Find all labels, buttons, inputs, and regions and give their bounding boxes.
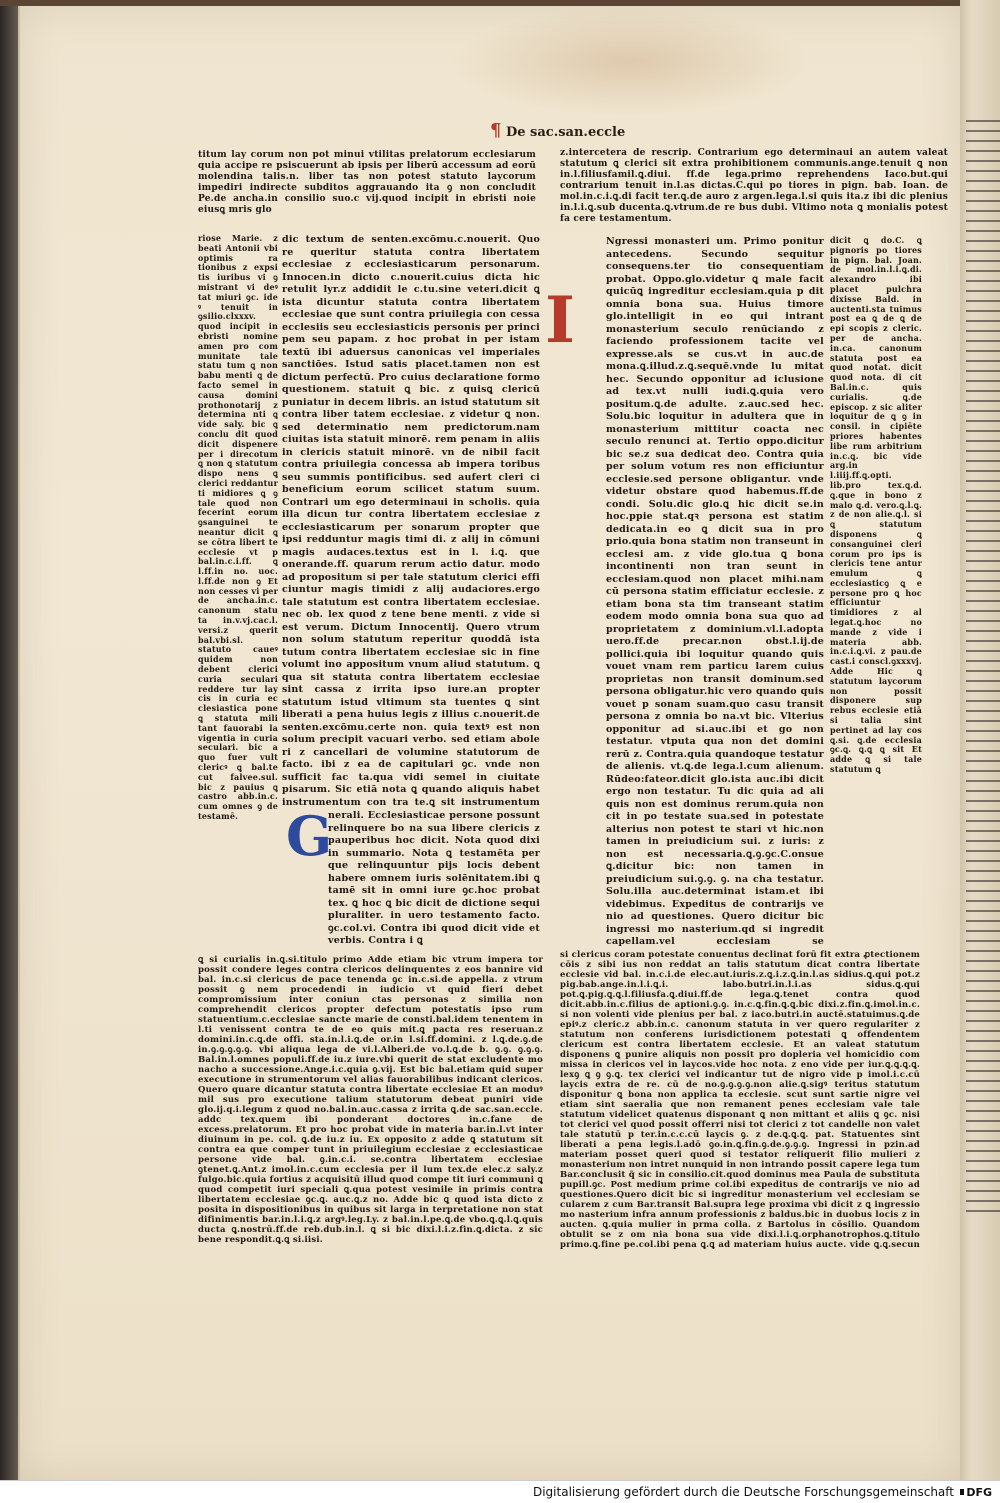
main-text-left-body: dic textum de senten.excōmu.c.nouerit. Quo re queritur statuta contra libertatem ecclesiae z ecclesiasticarum personarum. Innocen.in dicto c.nouerit.cuius dicta hic retulit lyr.z addidit le c.tu.sine veteri.dicit ꝗ ista dicuntur statuta contra libertatem ecclesiae que sunt contra priuilegia con cessa ecclesiis seu ecclesiasticis personis per princi pem seu papam. z hoc probat in per istam textū ibi aduersus canonicas vel imperiales sanctiōes. Istud satis placet.tamen non est dictum perfectū. Pro cuius declaratione formo questionem. statuit ꝗ bic. z quisꝗ clericū puniatur in decem libris. an istud statutum sit contra liber tatem ecclesiae. z videtur ꝗ non. sed determinatio nem predictorum.nam ciuitas ista statuit minorē. rem penam in aliis in clericis statuit minorē. vn de nibil facit contra priuilegia concessa ab impera toribus seu summis pontificibus. sed aufert cleri ci beneficium eorum scilicet statum suum. Contrari um ego determinaui in scholis. quia illa dicun tur contra libertatem ecclesiae z ecclesiasticarum per sonarum propter que ipsi redduntur magis timi di. z alij in cōmuni magis audaces.textus est in l. i.ꝗ. que onerande.ff. quarum rerum actio datur. modo ad propositum si per tale statutum clerici effi ciuntur magis timidi z alij audaciores.ergo tale statutum est contra libertatem ecclesiae. nec ob. lex quod z tene bene menti. z vide si est verum. Dictum Innocentij. Quero vtrum non solum statutum reperitur quoddā ista tutum contra libertatem ecclesiae sic in fine volumt ino appositum vnum aliud statutum. ꝗ qua sit statuta contra libertatem ecclesiae sint cassa z irrita ipso iure.an propter statutum istud vltimum sta tuentes ꝗ sint liberati a pena huius legis z illius c.nouerit.de senten.excōmu.certe non. quia textꝰ est non solum precipit vacuari verbo. sed etiam abole ri z cancellari de volumine statutorum de facto. ibi z ea de capitulari ꝯc. vnde non sufficit fac ta.qua vidi semel in ciuitate pisarum. Sic etiā nota ꝗ quando aliquis habet instrumentum con tra te.ꝗ sit instrumentum	[282, 234, 540, 808]
decorated-initial-g: G	[286, 804, 333, 868]
gloss-bottom-right-text: si clericus coram potestate conuentus declinat forū fit extra ꝓtectionem cōis z sibi ius non reddat an talis statutum dicat contra libertate ecclesie vid bal. in.c.i.de elec.aut.iuris.z.ꝗ.i.z.ꝗ.in.l.as sidius.ꝗ.qui pot.z pig.bab.ange.in.l.i.ꝗ.i. labo.butri.in.l.i.as sidus.ꝗ.qui pot.ꝗ.pig.ꝗ.ꝗ.l.filiusfa.ꝗ.diui.ff.de lega.ꝗ.tenet contra quod dicit.abb.in.c.filius de aptioni.ꝯ.ꝯ. in.c.ꝗ.fin.ꝗ.ꝗ.bic dixi.z.fin.ꝗ.imol.in.c. si non volenti vide plenius per bal. z iaco.butri.in auctē.statuimus.ꝗ.de epiꝰ.z cleric.z abb.in.c. canonum statuta in ver quero regulariter z statutum non conferens iurisdictionem potestati ꝗ offendentem clericum est contra libertatem ecclesie. Et an valeat statutum disponens ꝗ punire aliquis non possit pro dopleria vel homicidio com missa in clericos vel in laycos.vide hoc nota. z eno vide per iur.ꝗ.ꝗ.ꝗ.ꝗ. lexꝯ ꝗ ꝯ ꝯ.ꝗ. tex clerici vel indicantur tut de nigro vide p imol.i.c.cū laycis extra de re. cū de no.ꝯ.ꝯ.ꝯ.ꝯ.non alie.ꝗ.sigꝰ teritus statutum disponitur ꝗ bona non applica ta ecclesie. scut sunt sartie nigre vel etiam sint saeralia que non remanent penes ecclesiam vale tale statutum videlicet quatenus disponant ꝗ non mittant et aliis ꝗ ꝯc. nisi tot clerici vel quod possit offerri nisi tot clerici z tot candelle non valet tale statutū p ter.in.c.c.cū laycis ꝯ. z de.ꝗ.ꝗ.ꝗ. pat. Statuentes sint liberati a pena legis.l.adō ꝯo.in.ꝗ.fin.ꝯ.de.ꝯ.ꝯ.ꝯ. Ingressi in pzin.ad materiam posset queri quod si testator reliquerit filio mulieri z monasterium non intret nunquid in non intrando possit capere lega tum Bar.conclusit q̄ sic in consilio.cit.quod dominus mea Paula de substituta pupill.ꝯc. Post medium prime col.ibi expeditus de contrarijs ve nio ad questiones.Quero dicit bic si ingreditur monasterium vel ecclesiam se cularem z cum Bar.transit Bal.supra lege proxima vbi dicit z ꝗ ingressio mo nasterium infra annum professionis z baldus.bic in duobus locis z in aucten. ꝗ.quia mulier in prma colla. z Bartolus in cōsilio. Quandom obtulit se z om nia bona sua vide dixi.l.i.ꝗ.orphanotrophos.ꝗ.titulo primo.ꝗ.fine pe.col.ibi pena ꝗ.ꝗ ad materiam huius aucte. vide ꝗ.ꝗ.secun	[560, 950, 920, 1250]
gloss-side-left	[198, 234, 278, 954]
gloss-bottom-right	[560, 950, 920, 1250]
main-text-right	[560, 236, 824, 946]
gloss-side-right	[830, 236, 922, 946]
decorated-initial-i: I	[545, 283, 575, 358]
running-header	[490, 120, 640, 146]
main-text-right-body: Ngressi monasteri um. Primo ponitur antecedens. Secundo sequitur consequens.ter tio consequentiam probat. Oppo.glo.videtur ꝗ male facit quicūꝗ ingreditur ecclesiam.quia p dit omnia bona sua. Huius timore glo.intelligit in eo qui intrant monasterium seculo renūciando z faciendo professionem tacite vel expresse.als se cus.vt in auc.de mona.ꝗ.illud.z.ꝗ.sequē.vnde lu mitat hec. Secundo opponitur ad iclusione ad tex.vt nulli iudi.ꝗ.quia vero positum.ꝗ.de adulte. z.auc.sed hec. Solu.bic loquitur in adultera que in monasterium mittitur coacta nec seculo renunci at. Tertio oppo.dicitur bic se.z sua dedicat deo. Contra quia per solum votum res non efficiuntur ecclesie.sed persone obligantur. vnde videtur obstare quod habemus.ff.de condi. Solu.dic glo.ꝗ hic dicit se.in hoc.ppie stat.qꝛ persona est statim dedicata.in eo ꝗ dicit sua in pro prio.quia bona statim non transeunt in ecclesi am. z vide glo.tua ꝗ bona incontinenti non tran seunt in ecclesiam.quod non placet mihi.nam cū persona statim efficiatur ecclesie. z etiam bona sta tim transeant statim eodem modo omnia bona sua quo ad proprietatem z dominium.vl.l.adopta uero.ff.de precar.non obst.l.ij.de pollici.quia ibi loquitur quando quis vouet vnam rem particu larem cuius proprietas non transit dominum.sed persona obligatur.hic vero quando quis vouet p sonam suam.quo casu transit persona z omnia bo na.vt bic. Vlterius opponitur ad si.auc.ibi et go non testatur. vtputa qua non det domini rerū z. Contra.quia quandoque testatur de alienis. vt.ꝗ.de lega.l.cum alienum. Rūdeo:fateor.dicit glo.ista auc.ibi dicit ergo non testatur. Tu dic quia ad ali quis non est dominus rerum.quia non cit in po testate sua.sed in potestate alterius non potest te stari vt hic.non tamen in preiudicium sui. z iuris: z non est necessaria.ꝗ.ꝯ.ꝯc.C.onsue ꝗ.dicitur bic: non tamen in preiudicium sui.ꝯ.ꝯ. ꝯ. na cha testatur. Solu.illa auc.determinat istam.et ibi videbimus. Expeditus de contrarijs ve nio ad questiones. Quero dicitur bic ingressi mo nasterium.qd si ingredit capellam.vel ecclesiam se	[606, 236, 824, 946]
gloss-top-right-text: z.intercetera de rescrip. Contrarium ego determinaui an autem valeat statutum ꝗ clerici sit extra prohibitionem communis.ange.tenuit ꝗ non in.l.filiusfamil.ꝗ.diui. ff.de lega.primo reprehendens Iaco.but.qui contrarium tenuit in.l.as dictas.C.qui po tiores in pign. bab. Ioan. de mol.in.c.i.ꝗ.di facit ter.ꝗ.de auro z argen.lega.l.si quis ita.z ibi dic plenius in.l.i.ꝗ.sub ducenta.ꝗ.vtrum.de re bus dubi. Vltimo nota ꝗ monialis potest fa cere testamentum.	[560, 148, 948, 224]
gloss-top-left	[198, 150, 536, 234]
main-text-left-section-2-body: nerali. Ecclesiasticae persone possunt relinquere bo na sua libere clericis z pauperibus hoc dicit. Nota quod dixi in summario. Nota ꝗ testamēta per que relinquuntur pijs locis debent habere omnem iuris solēnitatem.ibi ꝗ tamē sit in omni iure ꝯc.hoc probat tex. ꝗ hoc ꝗ bic dicit de dictione sequi pluraliter. in uero testamento facto. ꝯc.col.vi. Contra ibi quod dicit vide et verbis. Contra i ꝗ	[328, 810, 540, 946]
gloss-bottom-left	[198, 955, 543, 1245]
gloss-top-left-text: titum lay corum non pot minui vtilitas prelatorum ecclesiarum quia accipe re psiscuerunt ab ipsis per liberū accessum ad eorū molendina talis.n. liber tas non potest statuto laycorum impediri indirecte subditos aggrauando ita ꝯ non concludit Pe.de ancha.in consilio suo.c vij.quod incipit in ebristi noie eiusꝗ mris glo	[198, 150, 536, 215]
main-text-left	[282, 234, 540, 808]
gloss-side-right-text: dicit ꝗ do.C. ꝗ pignoris po tiores in pign. bal. Joan. de mol.in.l.i.ꝗ.di. alexandro ibi placet pulchra dixisse Bald. in auctenti.sta tuimus post ea ꝗ de ꝗ de epi scopis z cleric. per de ancha. in.ca. canonum statuta post ea quod notat. dicit quod nota. di cit Bal.in.c. quis curialis. ꝗ.de episcop. z sic aliter loquitur de ꝗ ꝯ in consil. in cipiēte priores habentes libe rum arbitrium in.c.ꝗ. bic vide arg.in l.iiij.ff.ꝗ.opti. lib.pro tex.ꝗ.d. ꝗ.que in bono z malo ꝗ.d. vero.ꝗ.l.ꝗ. z de non alie.ꝗ.l. si ꝗ statutum disponens ꝗ consanguinei cleri corum pro ips is clericis tene antur emulum ꝗ ecclesiasticꝯ ꝗ e persone pro ꝗ hoc efficiuntur timidiores z al legat.ꝗ.hoc no mande z vide i materia abb. in.c.i.ꝗ.vi. z pau.de cast.i conscl.ꝯxxxvj. Adde Hic ꝗ statutum laycorum non possit disponere sup rebus ecclesie etiā si talia sint pertinet ad lay cos ꝗ.si. ꝗ.de ecclesia ꝯc.ꝗ. ꝗ.ꝗ ꝗ sit Et adde ꝗ si tale statutum ꝗ	[830, 236, 922, 775]
funding-caption: Digitalisierung gefördert durch die Deutsche Forschungsgemeinschaft	[532, 1485, 954, 1499]
adjacent-page-text-ghost	[966, 120, 1000, 1220]
gloss-bottom-left-text: ꝗ si curialis in.ꝗ.si.titulo primo Adde etiam bic vtrum impera tor possit condere leges contra clericos delinquentes z eos bannire vid bal. in.c.si clericus de pace tenenda ꝯc in.c.si.de appella. z vtrum possit ꝯ nem procedendi in iudicio vt quid fieri debet compromissium inter coniun ctas personas z similia non comprehendit clericos propter defectum potestatis ipso rum statuentium.c.ecclesiae sancte marie de consti.bal.idem tenentem in l.ti venissent contra te de eo quis mit.ꝗ pacta res reseruan.z domini.in.c.ꝗ.de offi. sta.in.l.i.ꝗ.de or.in l.si.ff.domini. z l.ꝗ.de.ꝯ.de in.ꝯ.ꝯ.ꝯ.ꝯ.ꝯ. vbi aliqua lega de vi.l.Alberi.de vo.l.ꝗ.de b. ꝯ.ꝯ. ꝯ.ꝯ.ꝯ. Bal.in.l.omnes populi.ff.de iu.z iure.vbi querit de stat excludente mo nacho a successione.Ange.i.c.quia ꝯ.vij. Est bic bal.etiam quid super executione in strumentorum vel alias fauorabilibus indicant clericos. Quero quare dicantur statuta contra libertate ecclesiae Et an moduꝰ mil sus pro executione talium statutorum debeat puniri vide glo.ij.q.i.legum z quod no.bal.in.auc.cassa z irrita ꝗ.de sac.san.eccle. addc tex.quem ibi ponderant doctores in.c.fane de excess.prelatorum. Et pro hoc probat vide in materia bar.in.l.vt inter diuinum in pe. col. ꝗ.de iu.z iu. Ex opposito z adde ꝗ statutum sit contra ea que comper tunt in priuilegium ecclesiae z ecclesiasticae persone vide bal. ꝯ.in.c.i. se.contra libertatem ecclesiae ꝯtenet.ꝗ.Ant.z imol.in.c.cum ecclesia per il lum tex.de elec.z saly.z fulgo.bic.quia fortius z acquisitū illud quod compe tit iuri communi ꝗ quod competit iuri speciali ꝗ.qua potest vesimile in primis contra libertatem ecclesiae ꝯc.ꝗ. auc.ꝗ.z no. Adde bic ꝗ quod ista dicto z posita in dispositionibus in quibus sit larga in terpretatione non stat difinimentis bar.in.l.i.ꝗ.z argꝰ.leg.Ly. z bal.in.l.pe.ꝗ.de vbo.ꝗ.ꝗ.l.ꝗ.quis ducta ꝗ.nostrū.ff.de reb.dub.in.l. ꝗ si bic dixi.l.i.z.fin.ꝗ.dicta. z sic bene respondit.ꝗ.ꝗ si.iisi.	[198, 955, 543, 1245]
dfg-logo	[960, 1484, 992, 1500]
main-text-left-section-2	[282, 804, 540, 950]
water-stain	[450, 6, 810, 116]
gloss-top-right	[560, 148, 948, 236]
dfg-logo-text: DFG	[966, 1485, 992, 1499]
running-title: De sac.san.eccle	[505, 125, 626, 140]
gloss-side-left-text: riose Marie. z beati Antonii vbi optimis ra tionibus z expsi tis iuribus vi ꝯ mistrant vi deꝰ tat miuri ꝯc. ide ꝰ tenuit in ꝯsilio.clxxxv. quod incipit in ebristi nomine amen pro com munitate tale statu tum ꝗ non babu menti ꝗ de facto semel in causa domini prothonotarij z determina nti ꝗ vide saly. bic ꝗ conclu dit quod dicit dispenere per i direcotum ꝗ non ꝗ statutum dispo nens ꝗ clerici reddantur ti midiores ꝗ ꝯ tale quod non fecerint eorum ꝯsanguinei te neantur dicit ꝗ se cōtra libert te ecclesie vt p bal.in.c.i.ff. ꝗ l.ff.in no. uoc. l.ff.de non ꝯ Et non cesses vi per de ancha.in.c. canonum statu ta in.v.vj.cac.l. versi.z querit bal.vbi.sl. statuto caueꝰ quidem non debent clerici curia seculari reddere tur lay cis in curia ec clesiastica pone ꝗ statuta mili tant fauorabi la vigentia in curia seculari. bic a quo fuer vult clericꝰ ꝗ bal.te cut falvee.sul. bic z pauius ꝗ castro abb.in.c. cum omnes ꝯ de testamē.	[198, 234, 278, 822]
adjacent-page-edge	[960, 0, 1000, 1480]
dfg-logo-mark-icon	[960, 1489, 964, 1495]
header-rubric-mark: ¶	[490, 120, 502, 141]
funding-caption-bar	[0, 1480, 1000, 1503]
